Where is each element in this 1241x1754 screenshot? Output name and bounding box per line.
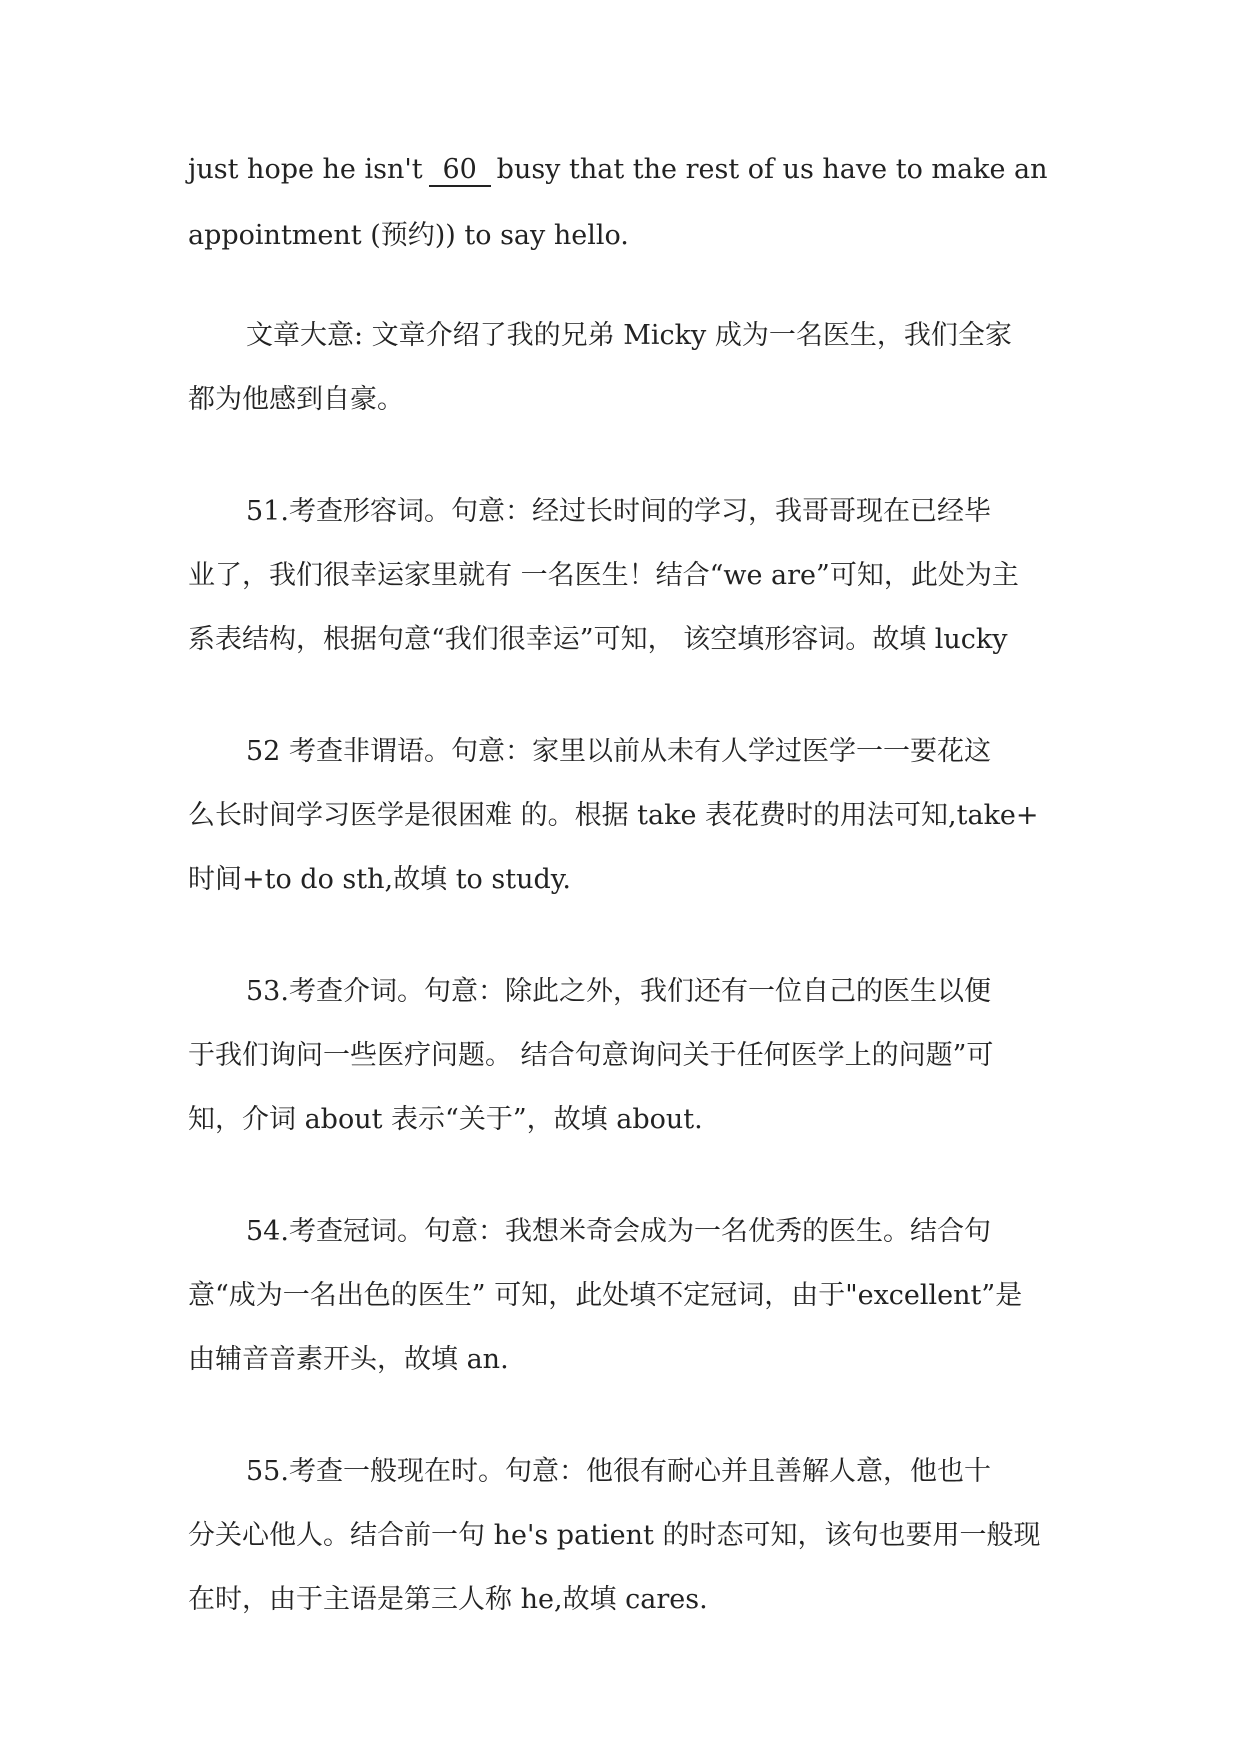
intro-text-before-blank: just hope he isn't [188,154,423,185]
paragraph-line: 53.考查介词。句意：除此之外，我们还有一位自己的医生以便 [246,976,991,1007]
intro-line-2: appointment (预约)) to say hello. [188,220,629,251]
paragraph-line: 在时，由于主语是第三人称 he,故填 cares. [188,1584,708,1615]
paragraph-line: 54.考查冠词。句意：我想米奇会成为一名优秀的医生。结合句 [246,1216,991,1247]
paragraph-line: 分关心他人。结合前一句 he's patient 的时态可知，该句也要用一般现 [188,1520,1041,1551]
paragraph-line: 时间+to do sth,故填 to study. [188,864,572,895]
paragraph-line: 于我们询问一些医疗问题。 结合句意询问关于任何医学上的问题”可 [188,1040,994,1071]
paragraph-line: 52 考查非谓语。句意：家里以前从未有人学过医学一一要花这 [246,736,991,767]
paragraph-line: 由辅音音素开头，故填 an. [188,1344,509,1375]
paragraph-answer-55 [188,1440,1058,1632]
paragraph-line: 51.考查形容词。句意：经过长时间的学习，我哥哥现在已经毕 [246,496,991,527]
paragraph-line: 么长时间学习医学是很困难 的。根据 take 表花费时的用法可知,take+ [188,800,1039,831]
paragraph-summary [188,304,1058,432]
paragraph-line: 意“成为一名出色的医生” 可知，此处填不定冠词，由于"excellent”是 [188,1280,1023,1311]
paragraph-line: 知，介词 about 表示“关于”，故填 about. [188,1104,703,1135]
paragraph-line: 文章大意: 文章介绍了我的兄弟 Micky 成为一名医生，我们全家 [246,320,1012,351]
intro-line-1 [188,150,1058,190]
intro-passage [188,150,1058,256]
paragraph-answer-53 [188,960,1058,1152]
paragraph-answer-51 [188,480,1058,672]
document-page [188,150,1058,1632]
paragraph-line: 55.考查一般现在时。句意：他很有耐心并且善解人意，他也十 [246,1456,991,1487]
paragraph-answer-52 [188,720,1058,912]
paragraph-line: 都为他感到自豪。 [188,384,404,415]
paragraph-line: 系表结构，根据句意“我们很幸运”可知， 该空填形容词。故填 lucky [188,624,1008,655]
paragraph-line: 业了，我们很幸运家里就有 一名医生！结合“we are”可知，此处为主 [188,560,1019,591]
answer-blank-60: 60 [429,155,491,187]
intro-text-after-blank: busy that the rest of us have to make an [496,154,1048,185]
paragraph-answer-54 [188,1200,1058,1392]
